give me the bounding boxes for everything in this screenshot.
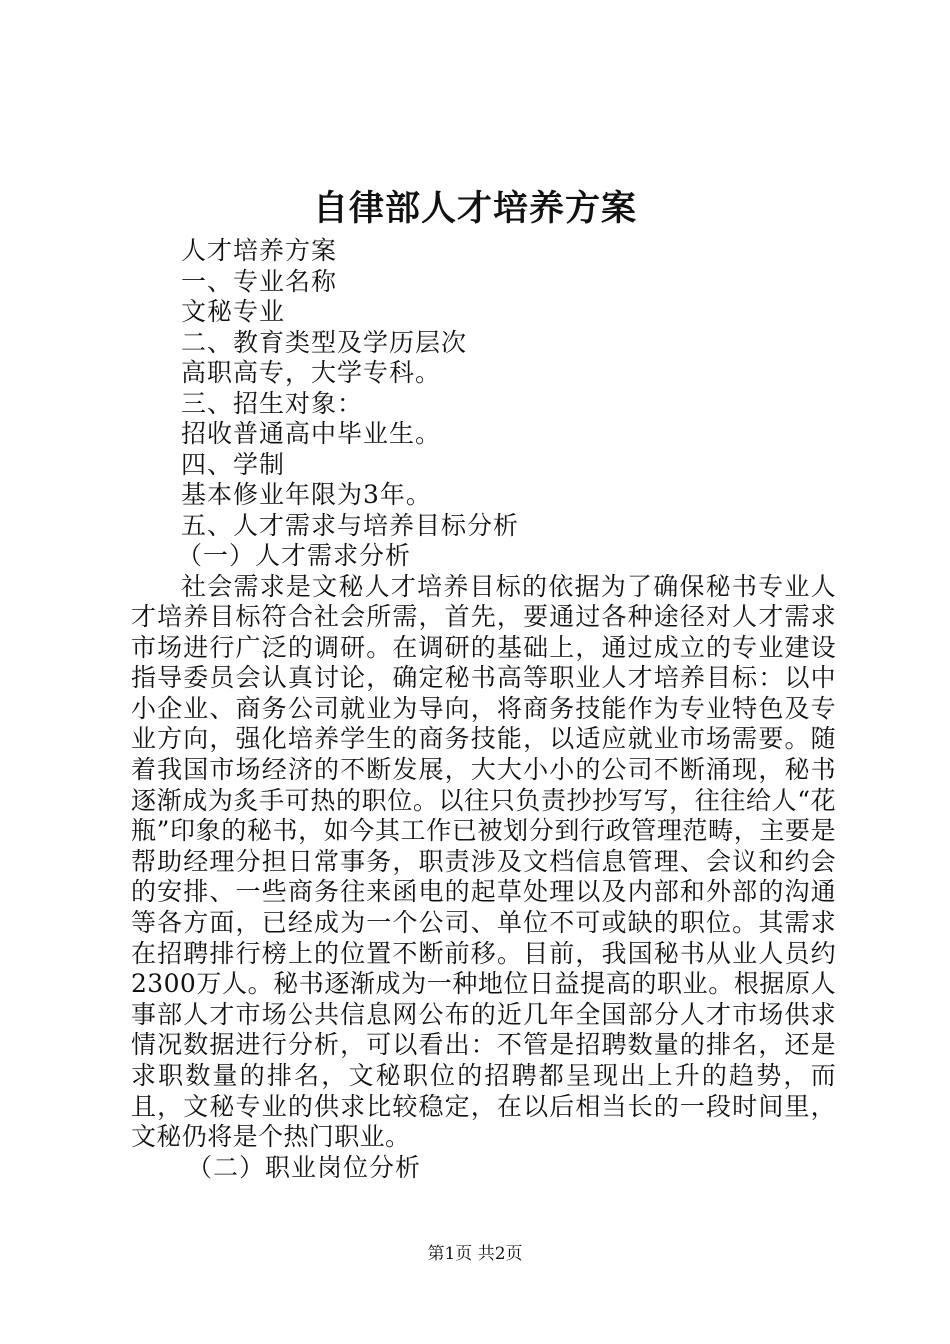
section-text-3: 招收普通高中毕业生。 [181,419,442,448]
section-text-2: 高职高专，大学专科。 [181,358,442,387]
section-text-4: 基本修业年限为3年。 [181,480,432,509]
subsection-heading-1: （一）人才需求分析 [177,541,412,570]
section-heading-5: 五、人才需求与培养目标分析 [181,510,520,540]
document-body [131,236,836,1183]
subsection-heading-2: （二）职业岗位分析 [187,1152,422,1182]
section-heading-1: 一、专业名称 [181,266,338,296]
document-title: 自律部人才培养方案 [312,188,637,229]
heading-main: 人才培养方案 [181,236,338,265]
section-heading-4: 四、学制 [181,449,286,479]
page-footer: 第1页 共2页 [427,1244,523,1264]
section-heading-3: 三、招生对象： [181,388,364,418]
body-paragraph: 社会需求是文秘人才培养目标的依据为了确保秘书专业人才培养目标符合社会所需，首先，要通过各种途径对人才需求市场进行广泛的调研。在调研的基础上，通过成立的专业建设指导委员会认真讨论，确定秘书高等职业人才培养目标：以中小企业、商务公司就业为导向，将商务技能作为专业特色及专业方向，强化培养学生的商务技能，以适应就业市场需要。随着我国市场经济的不断发展，大大小小的公司不断涌现，秘书逐渐成为炙手可热的职位。以往只负责抄抄写写，往往给人“花瓶”印象的秘书，如今其工作已被划分到行政管理范畴，主要是帮助经理分担日常事务，职责涉及文档信息管理、会议和约会的安排、一些商务往来函电的起草处理以及内部和外部的沟通等各方面，已经成为一个公司、单位不可或缺的职位。其需求在招聘排行榜上的位置不断前移。目前，我国秘书从业人员约2300万人。秘书逐渐成为一种地位日益提高的职业。根据原人事部人才市场公共信息网公布的近几年全国部分人才市场供求情况数据进行分析，可以看出：不管是招聘数量的排名，还是求职数量的排名，文秘职位的招聘都呈现出上升的趋势，而且，文秘专业的供求比较稳定，在以后相当长的一段时间里，文秘仍将是个热门职业。 [131,571,836,1152]
section-heading-2: 二、教育类型及学历层次 [181,327,468,357]
section-text-1: 文秘专业 [181,297,286,326]
